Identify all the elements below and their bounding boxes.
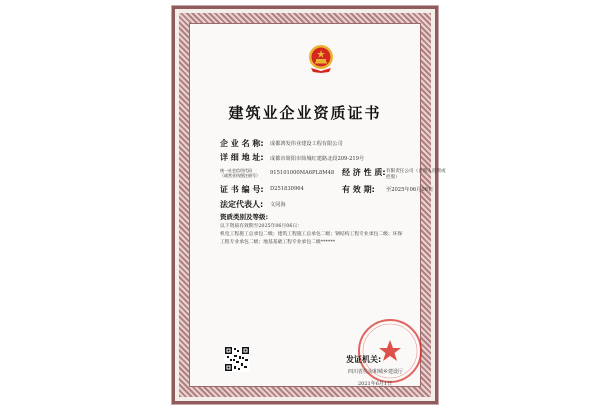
address-label: 详 细 地 址: bbox=[220, 153, 264, 162]
company-label: 企 业 名 称: bbox=[220, 139, 264, 148]
scope-line: 以下资质有效期至2025年06月06日： bbox=[220, 224, 302, 229]
address-value: 成都市简阳市简城红建路北段209-219号 bbox=[270, 156, 365, 162]
scope-line: 机电工程施工总承包二级；建筑工程施工总承包二级；钢结构工程专业承包二级；环保 bbox=[220, 232, 403, 237]
scope-line: 工程专业承包二级；地基基础工程专业承包二级****** bbox=[220, 240, 336, 245]
validity-value: 至2025年06月06日 bbox=[386, 187, 434, 193]
issue-date: 2021年6月1日 bbox=[358, 381, 393, 387]
credit-code-label-line2: （或营业执照注册号） bbox=[220, 173, 260, 178]
decorative-border bbox=[179, 13, 446, 397]
issuer-label: 发证机关: bbox=[346, 355, 382, 364]
cert-number-value: D251830964 bbox=[270, 186, 304, 192]
validity-label: 有 效 期: bbox=[342, 185, 375, 194]
legal-rep-label: 法定代表人: bbox=[220, 200, 264, 209]
scope-label: 资质类别及等级: bbox=[220, 213, 269, 221]
credit-code-label-line1: 统一社会信用代码 bbox=[220, 168, 252, 173]
cert-number-label: 证 书 编 号: bbox=[220, 185, 264, 194]
economic-nature-value-1: 有限责任公司（自然人投资或 bbox=[386, 169, 446, 174]
qr-code-icon bbox=[224, 346, 250, 372]
legal-rep-value: 文同海 bbox=[270, 202, 286, 208]
certificate-title: 建筑业企业资质证书 bbox=[228, 104, 382, 122]
company-value: 成都鸿发伟业建设工程有限公司 bbox=[270, 141, 343, 147]
economic-nature-value-2: 控股） bbox=[386, 175, 400, 180]
certificate-frame bbox=[172, 6, 446, 404]
official-seal-icon bbox=[355, 316, 425, 386]
credit-code-label bbox=[220, 168, 260, 178]
credit-code-value: 915101000MA6PL8M48 bbox=[270, 170, 335, 176]
issuer-name: 四川省住房和城乡建设厅 bbox=[348, 369, 404, 375]
economic-nature-label: 经 济 性 质: bbox=[342, 168, 386, 177]
certificate-paper bbox=[189, 23, 446, 387]
national-emblem-icon bbox=[307, 44, 335, 74]
